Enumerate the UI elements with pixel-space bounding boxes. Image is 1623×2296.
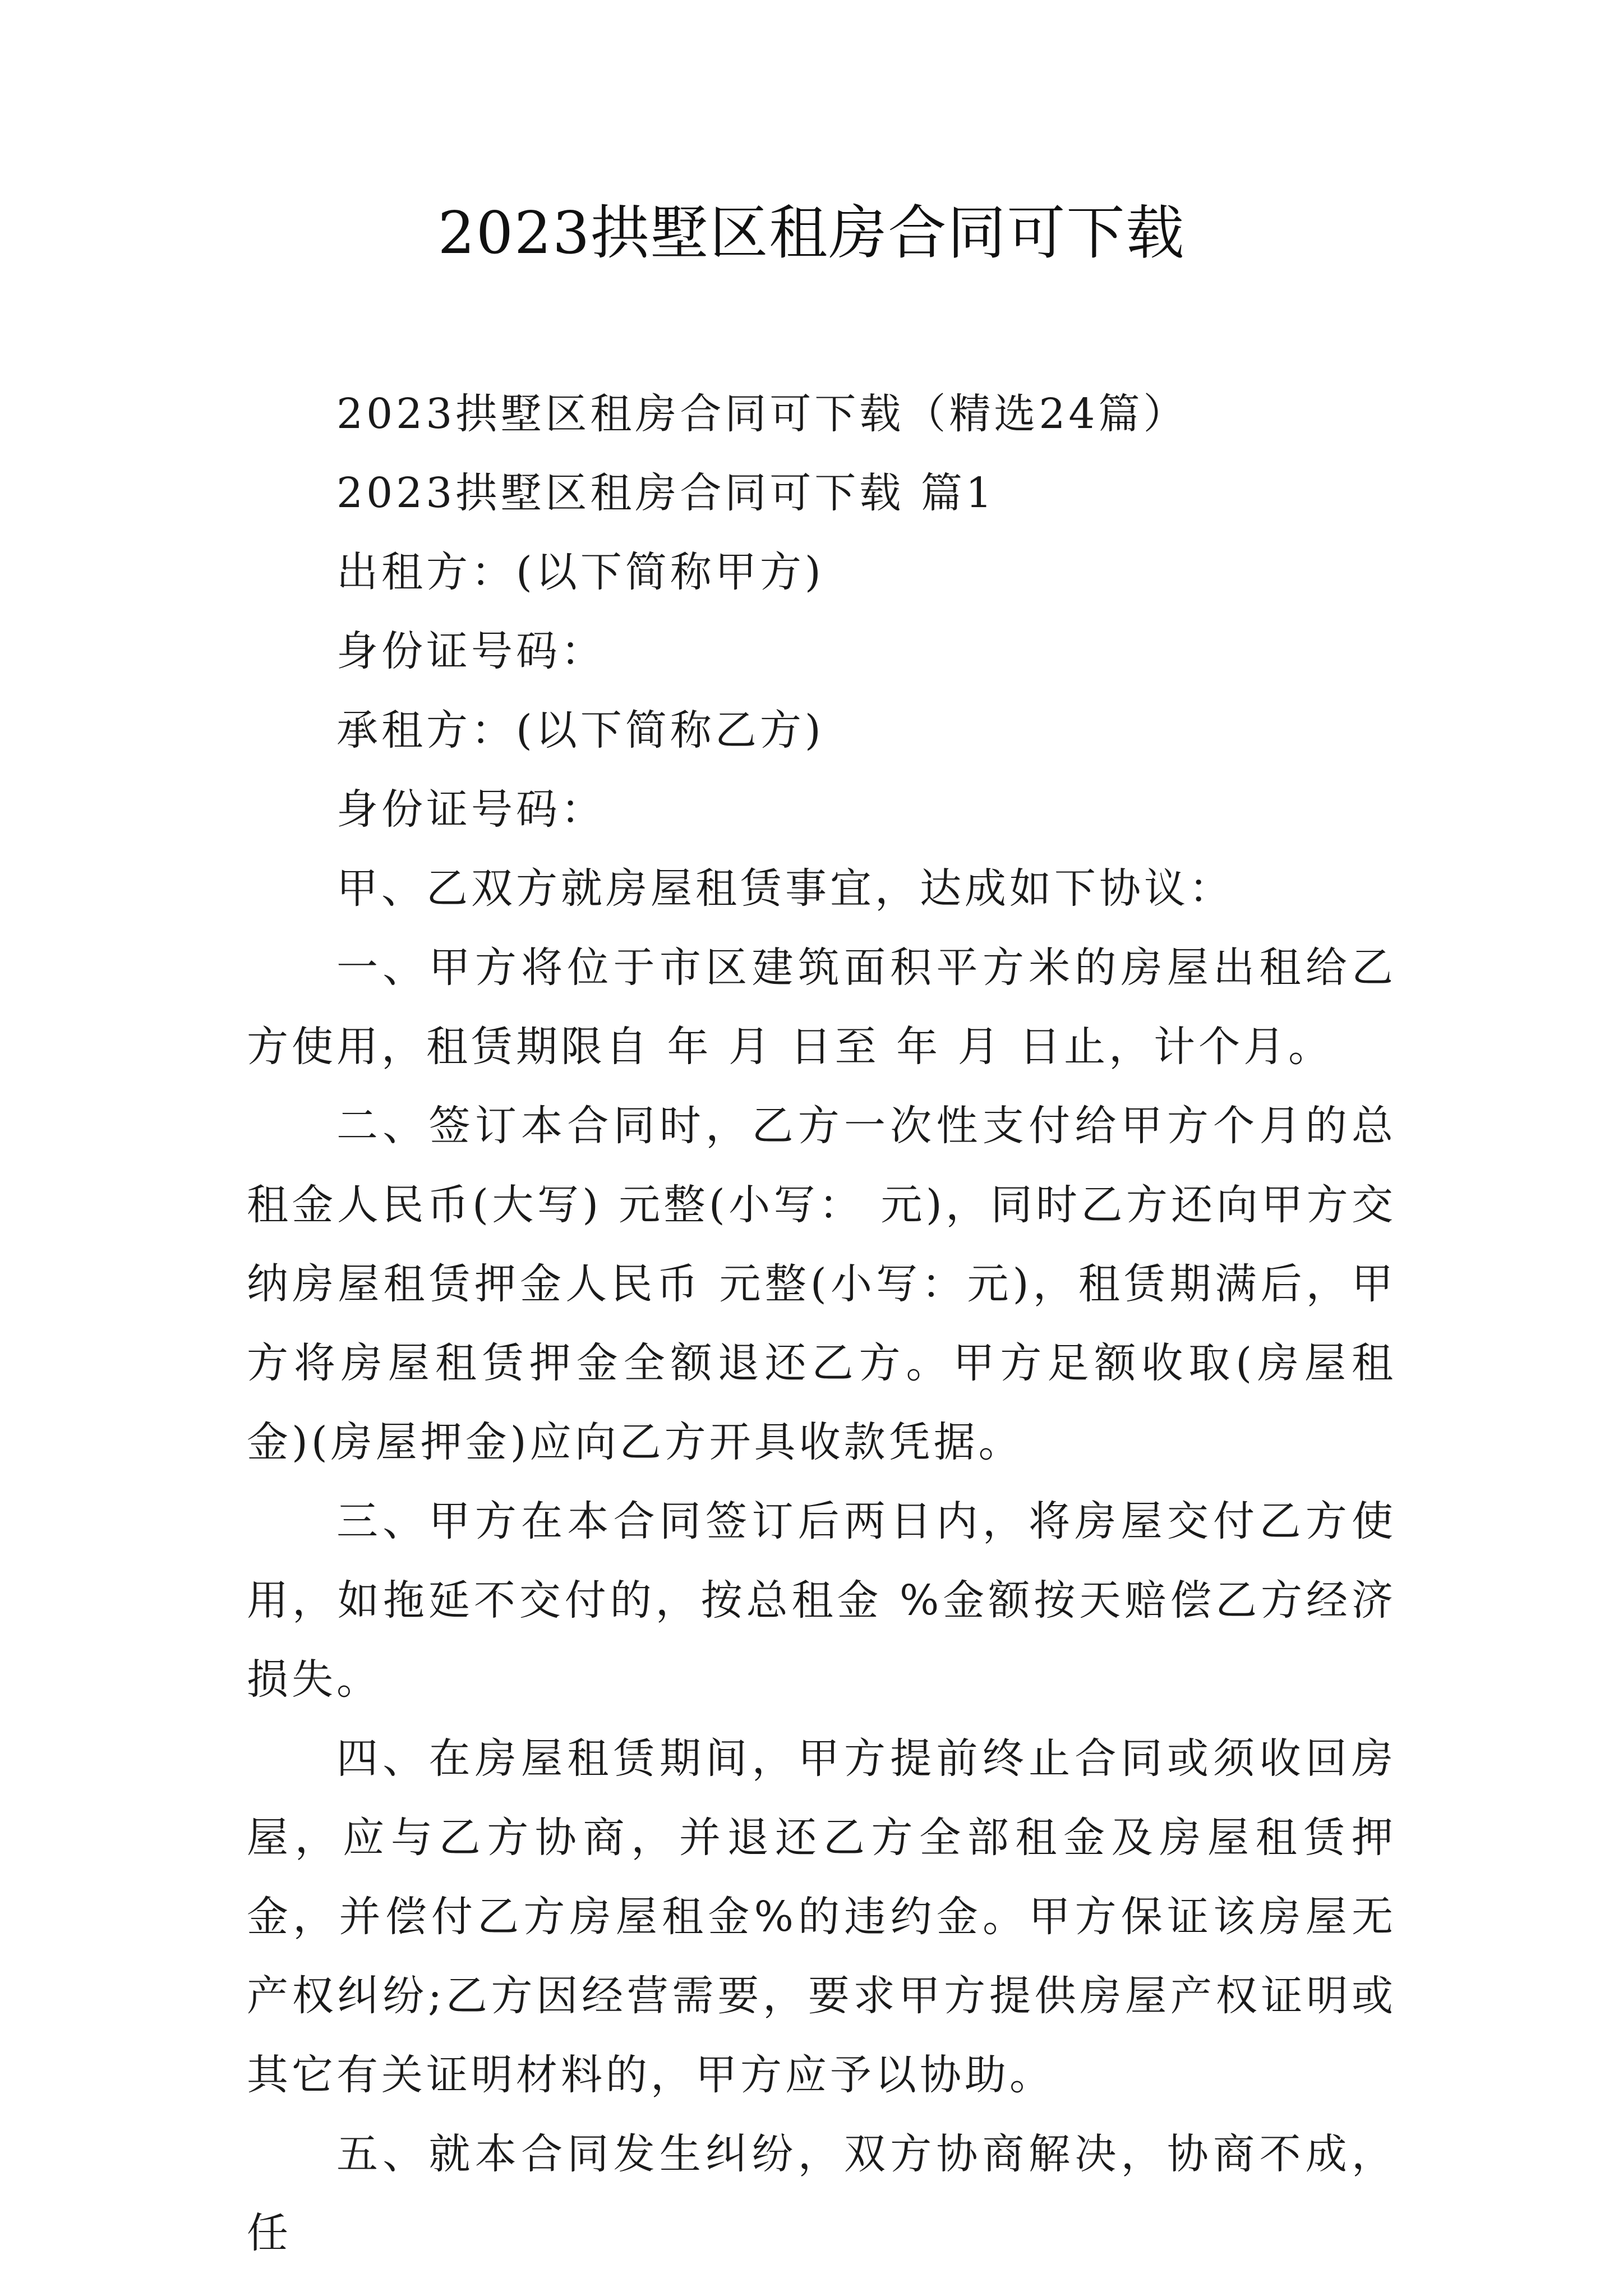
paragraph: 2023拱墅区租房合同可下载 篇1 [336, 469, 995, 517]
document-title: 2023拱墅区租房合同可下载 [437, 199, 1186, 267]
paragraph: 出租方：(以下简称甲方) [336, 548, 824, 596]
paragraph: 承租方：(以下简称乙方) [336, 706, 824, 754]
document-body [247, 375, 1396, 2273]
paragraph: 三、甲方在本合同签订后两日内，将房屋交付乙方使用，如拖延不交付的，按总租金 %金额按天赔偿乙方经济损失。 [247, 1497, 1396, 1704]
paragraph: 二、签订本合同时，乙方一次性支付给甲方个月的总租金人民币(大写) 元整(小写： 元)，同时乙方还向甲方交纳房屋租赁押金人民币 元整(小写：元)，租赁期满后，甲方将房屋租赁押金全额退还乙方。甲方足额收取(房屋租金)(房屋押金)应向乙方开具收款凭据。 [247, 1102, 1396, 1466]
paragraph: 一、甲方将位于市区建筑面积平方米的房屋出租给乙方使用，租赁期限自 年 月 日至 年 月 日止，计个月。 [247, 944, 1396, 1071]
paragraph: 2023拱墅区租房合同可下载（精选24篇） [336, 390, 1188, 438]
paragraph: 甲、乙双方就房屋租赁事宜，达成如下协议： [336, 864, 1234, 913]
paragraph: 四、在房屋租赁期间，甲方提前终止合同或须收回房屋，应与乙方协商，并退还乙方全部租金及房屋租赁押金，并偿付乙方房屋租金%的违约金。甲方保证该房屋无产权纠纷;乙方因经营需要，要求甲方提供房屋产权证明或其它有关证明材料的，甲方应予以协助。 [247, 1734, 1396, 2099]
paragraph: 身份证号码： [336, 627, 606, 675]
paragraph: 五、就本合同发生纠纷，双方协商解决，协商不成，任 [247, 2130, 1396, 2257]
paragraph: 身份证号码： [336, 785, 606, 834]
